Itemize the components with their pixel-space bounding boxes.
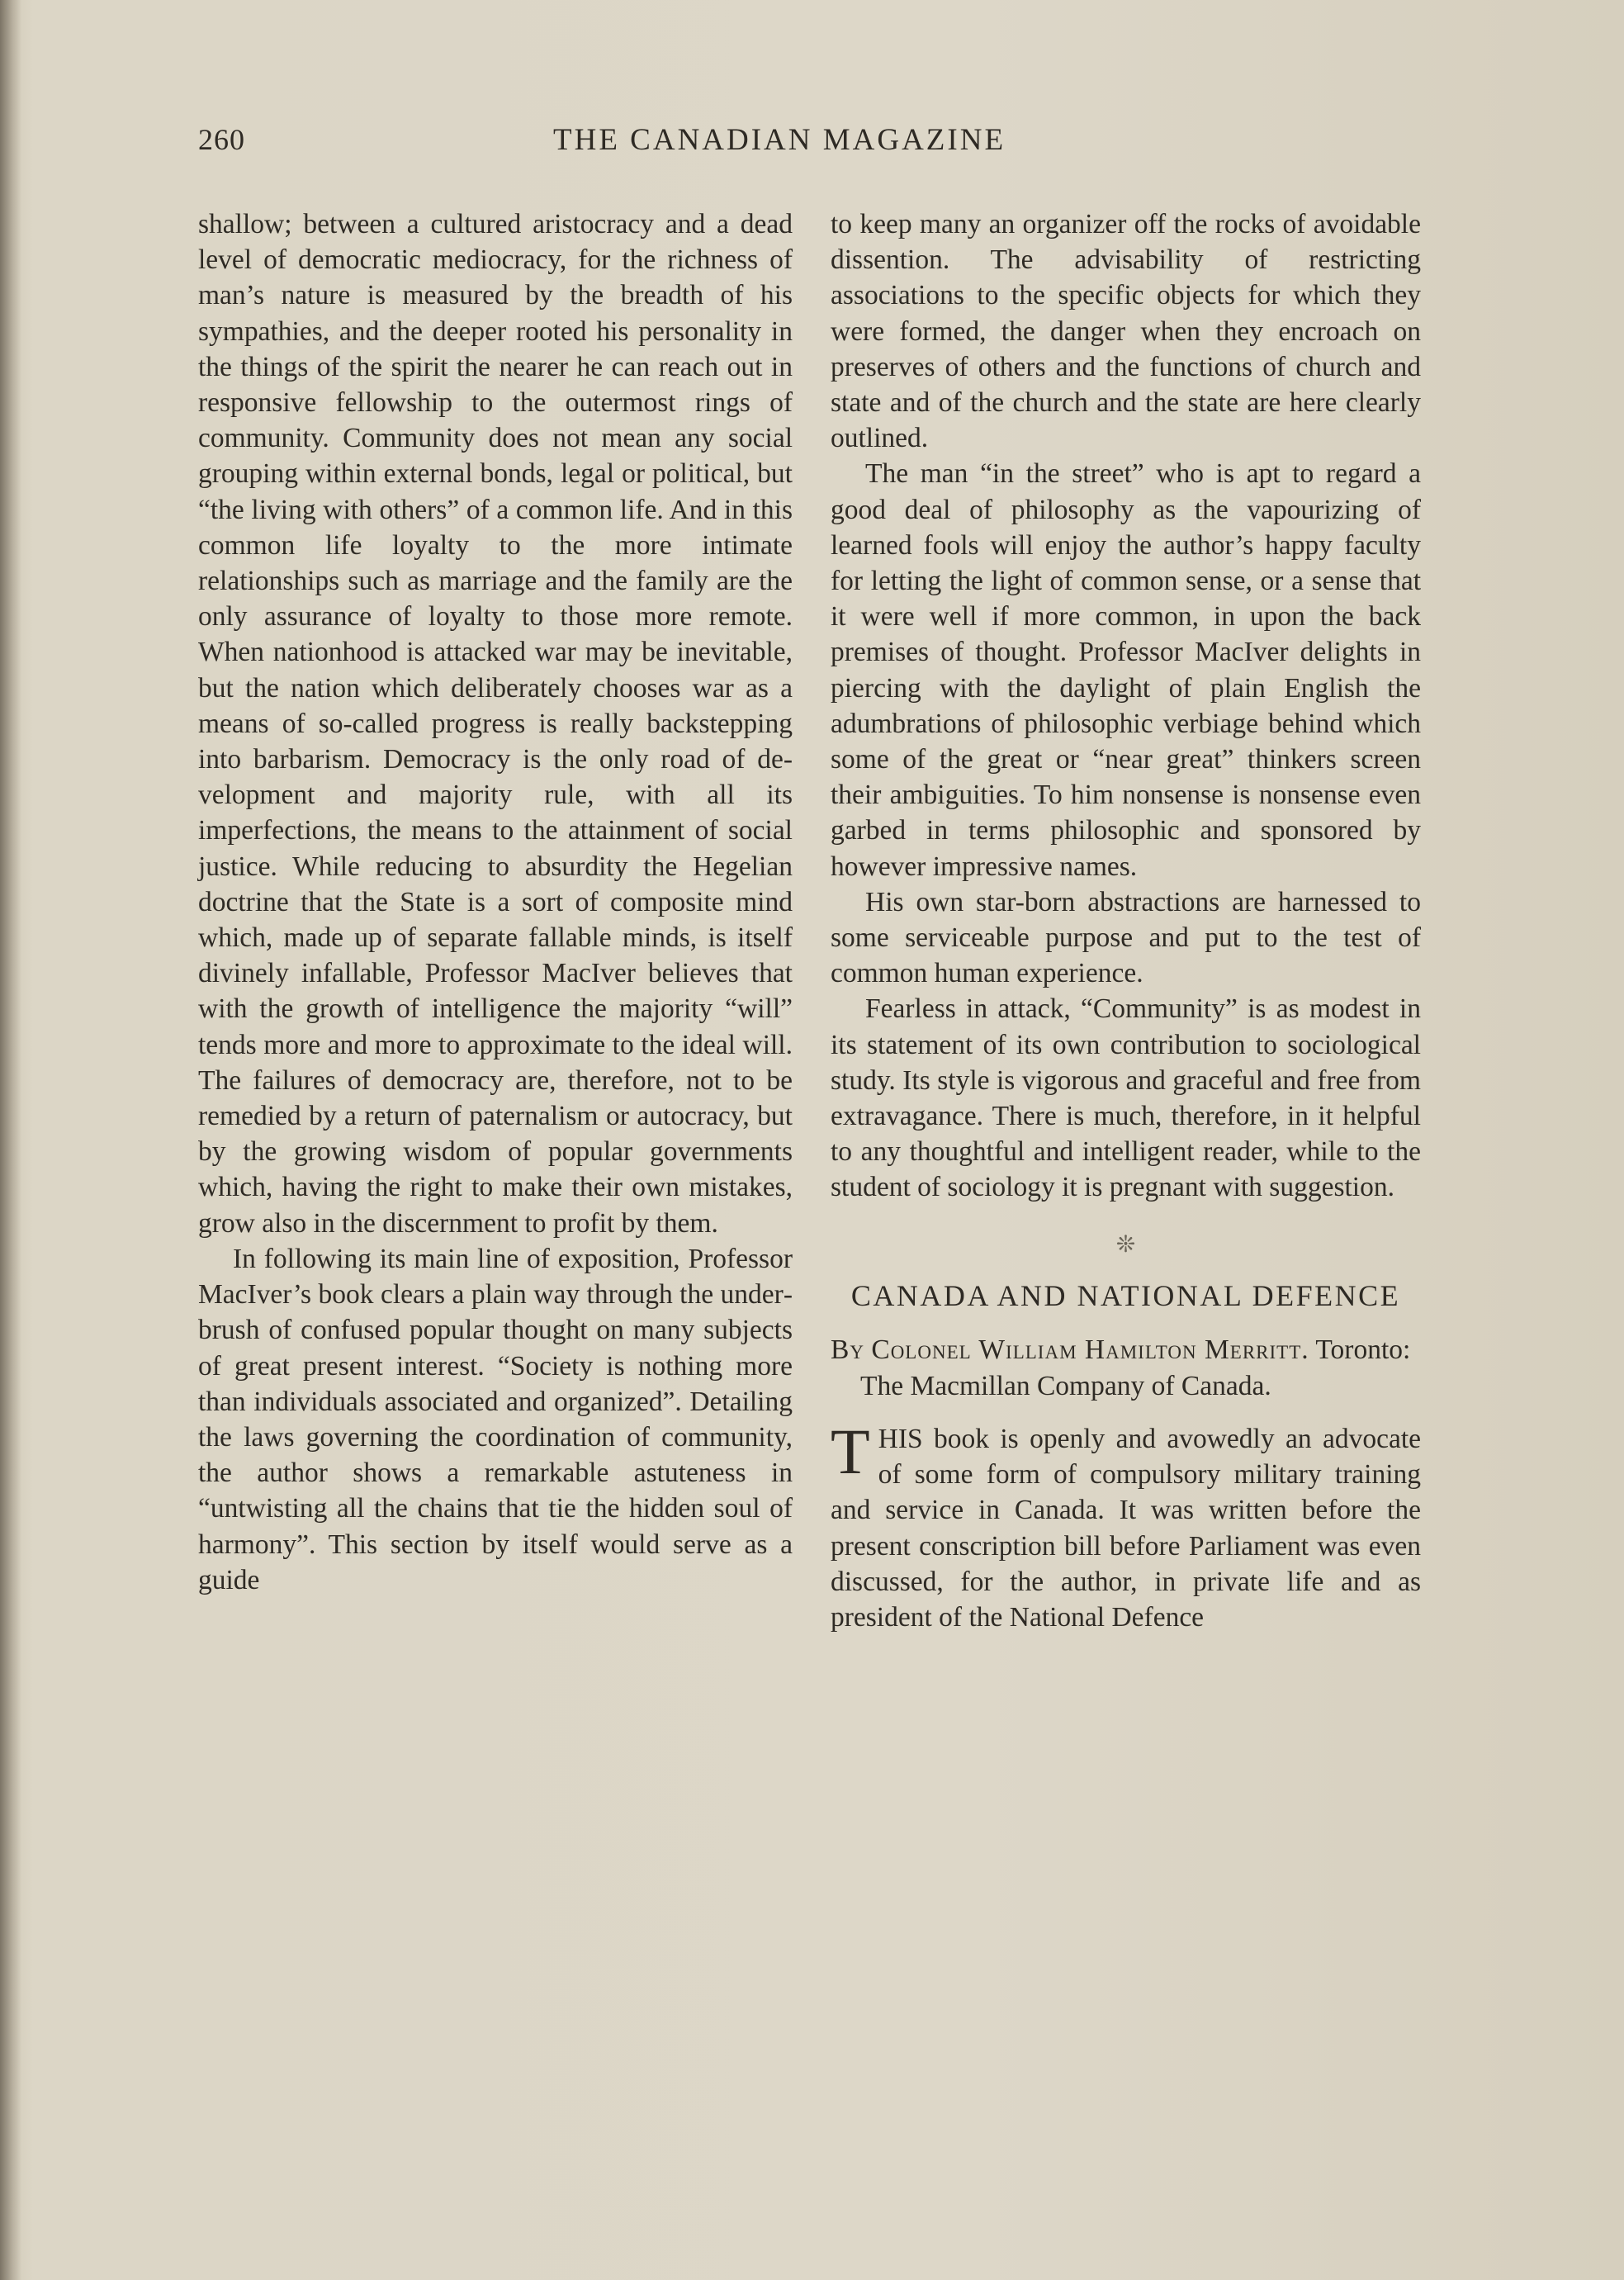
byline-author: Colonel William Hamilton Merritt. [871, 1334, 1309, 1365]
drop-cap: T [831, 1415, 870, 1487]
byline-publisher: Toronto: The Macmillan Company of Canada. [860, 1334, 1411, 1401]
review-byline [831, 1332, 1421, 1405]
body-paragraph: shallow; between a cultured aristocracy and a dead level of democratic mediocracy, for the richness of man’s nature is measured by the breadth of his sympathies, and the deeper rooted his personality in the things of the spirit the nearer he can reach out in responsive fellowship to the outermost rings of community. Community does not mean any social grouping within external bonds, legal or political, but “the living with others” of a common life. And in this common life loyalty to the more intimate relationships such as marriage and the family are the only assurance of loyalty to those more remote. When nationhood is attacked war may be inevitable, but the nation which deliberately chooses war as a means of so-called progress is really backstepping into barbarism. Democracy is the only road of development and majority rule, with all its imperfections, the means to the attainment of social justice. While reducing to absurdity the Hegelian doctrine that the State is a sort of composite mind which, made up of separate fallable minds, is itself divinely infallable, Professor MacIver believes that with the growth of intelligence the majority “will” tends more and more to approximate to the ideal will. The failures of democracy are, therefore, not to be remedied by a return of paternalism or autocracy, but by the growing wisdom of popular governments which, having the right to make their own mistakes, grow also in the discernment to profit by them. [198, 209, 793, 1239]
right-column [831, 206, 1421, 1635]
left-column [198, 206, 793, 1598]
body-paragraph: In following its main line of exposition, Professor MacIver’s book clears a plain way through the underbrush of confused popular thought on many subjects of great present interest. “Society is nothing more than individuals associated and organized”. Detailing the laws governing the coordination of community, the author shows a remarkable astuteness in “untwisting all the chains that tie the hidden soul of harmony”. This section by itself would serve as a guide [198, 1243, 793, 1595]
running-title: THE CANADIAN MAGAZINE [553, 123, 1006, 157]
section-separator-ornament: ❊ [1115, 1231, 1136, 1258]
page-number: 260 [198, 123, 245, 156]
binding-edge-shadow [0, 0, 21, 2280]
section-heading: CANADA AND NATIONAL DEFENCE [850, 1278, 1401, 1312]
body-paragraph: to keep many an organizer off the rocks of avoidable dissention. The advisability of restricting associations to the specific objects for which they were formed, the danger when they encroach on preserves of others and the functions of church and state and of the church and the state are here clearly outlined. [831, 209, 1421, 454]
body-paragraph: The man “in the street” who is apt to regard a good deal of philosophy as the vapourizing of learned fools will enjoy the author’s happy faculty for letting the light of common sense, or a sense that it were well if more common, in upon the back premises of thought. Professor MacIver delights in piercing with the daylight of plain English the adumbrations of philosophic verbiage behind which some of the great or “near great” thinkers screen their ambiguities. To him nonsense is nonsense even garbed in terms philosophic and sponsored by however impressive names. [831, 458, 1421, 882]
review-opening-paragraph [831, 1415, 1421, 1635]
body-paragraph: His own star-born abstractions are harnessed to some serviceable purpose and put to the test of common human experience. [831, 886, 1421, 989]
review-opening-text: HIS book is openly and avowedly an advocate of some form of compulsory military training and service in Canada. It was written before the present conscription bill before Parliament was even discussed, for the author, in private life and as president of the National Defence [831, 1423, 1421, 1633]
body-paragraph: Fearless in attack, “Community” is as modest in its statement of its own contribution to sociological study. Its style is vigorous and graceful and free from extravagance. There is much, therefore, in it helpful to any thoughtful and intelligent reader, while to the student of sociology it is pregnant with suggestion. [831, 993, 1421, 1203]
page-header [198, 122, 1420, 172]
byline-by: By [831, 1334, 864, 1365]
